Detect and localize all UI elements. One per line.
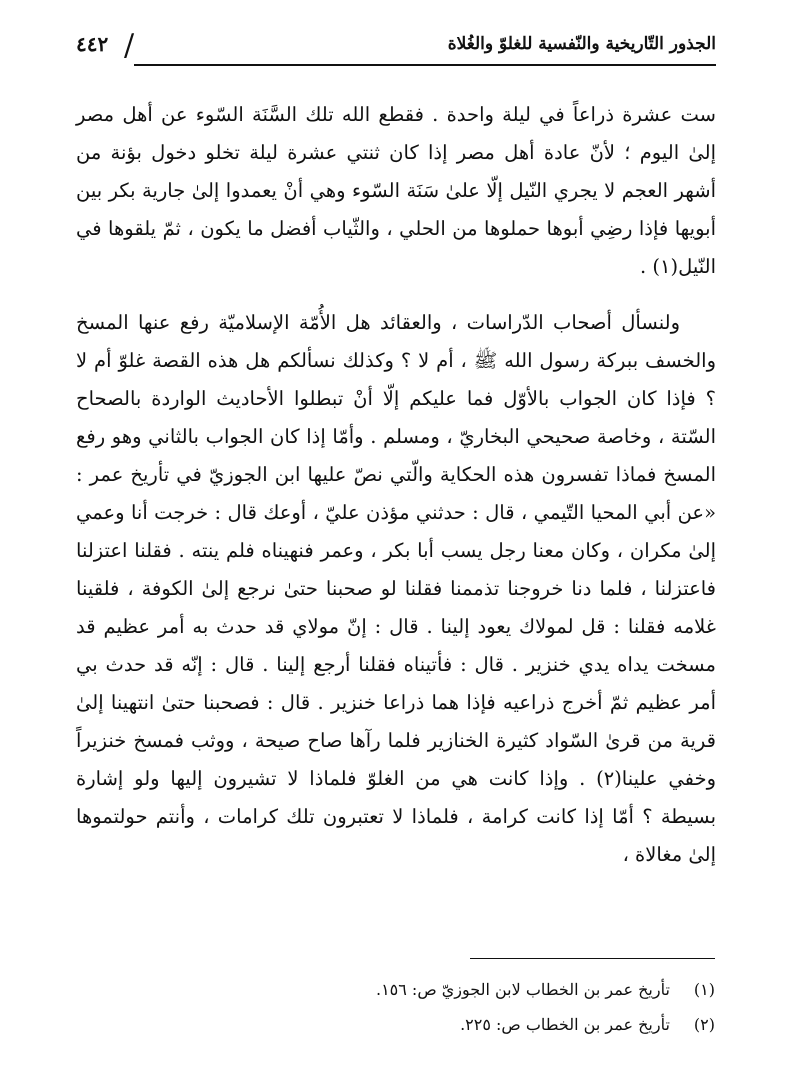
page-header [76,28,716,72]
page-number-slash: / [124,28,135,63]
footnote-2-mark: (٢) [693,1015,715,1034]
paragraph-1: ست عشرة ذراعاً في ليلة واحدة . فقطع الله تلك السَّنَة السّوء عن أهل مصر إلىٰ اليوم ؛ لأنّ عادة أهل مصر إذا كان ثنتي عشرة ليلة تخلو دخول بؤنة من أشهر العجم لا يجري النّيل إلّا علىٰ سَنَة السّوء وهي أنْ يعمدوا إلىٰ جارية بكر بين أبويها فإذا رضِي أبوها حملوها من الحلي ، والثّياب أفضل ما يكون ، ثمّ يلقوها في النّيل(١) . [76,103,716,278]
footnote-1-mark: (١) [693,980,715,999]
page-number: ٤٤٢ [76,32,109,56]
footnote-1-text: تأريخ عمر بن الخطاب لابن الجوزيّ ص: ١٥٦. [375,980,670,999]
footnote-2-text: تأريخ عمر بن الخطاب ص: ٢٢٥. [460,1015,670,1034]
paragraph-2: ولنسأل أصحاب الدّراسات ، والعقائد هل الأُمّة الإسلاميّة رفع عنها المسخ والخسف ببركة رسول الله ﷺ ، أم لا ؟ وكذلك نسألكم هل هذه القصة غلوّ أم لا ؟ فإذا كان الجواب بالأوّل فما عليكم إلّا أنْ تبطلوا الأحاديث الواردة بالصحاح السّتة ، وخاصة صحيحي البخاريّ ، ومسلم . وأمّا إذا كان الجواب بالثاني وهو رفع المسخ فماذا تفسرون هذه الحكاية والّتي نصّ عليها ابن الجوزيّ في تأريخ عمر : «عن أبي المحيا التّيمي ، قال : حدثني مؤذن عليّ ، أوعك قال : خرجت أنا وعمي إلىٰ مكران ، وكان معنا رجل يسب أبا بكر ، وعمر فنهيناه فلم ينته . فقلنا اعتزلنا فاعتزلنا ، فلما دنا خروجنا تذممنا فقلنا لو صحبنا حتىٰ نرجع إلىٰ الكوفة ، فلقينا غلامه فقلنا : قل لمولاك يعود إلينا . قال : إنّ مولاي قد حدث به أمر عظيم قد مسخت يداه يدي خنزير . قال : فأتيناه فقلنا أرجع إلينا . قال : إنّه قد حدث بي أمر عظيم ثمّ أخرج ذراعيه فإذا هما ذراعا خنزير . قال : فصحبنا حتىٰ انتهينا إلىٰ قرية من قرىٰ السّواد كثيرة الخنازير فلما رآها صاح صيحة ، ووثب فمسخ خنزيراً وخفي علينا(٢) . وإذا كانت هي من الغلوّ فلماذا لا تشيرون إليها ولو إشارة بسيطة ؟ أمّا إذا كانت كرامة ، فلماذا لا تعتبرون تلك كرامات ، وأنتم حولتموها إلىٰ مغالاة ، [76,311,716,866]
footnote-2 [75,1007,715,1042]
body-text [76,96,716,874]
footnote-1 [75,972,715,1007]
header-rule [134,64,716,66]
footnotes [75,972,715,1042]
footnote-rule [470,958,715,959]
running-title: الجذور التّاريخية والنّفسية للغلوّ والغُلاة [447,34,716,54]
